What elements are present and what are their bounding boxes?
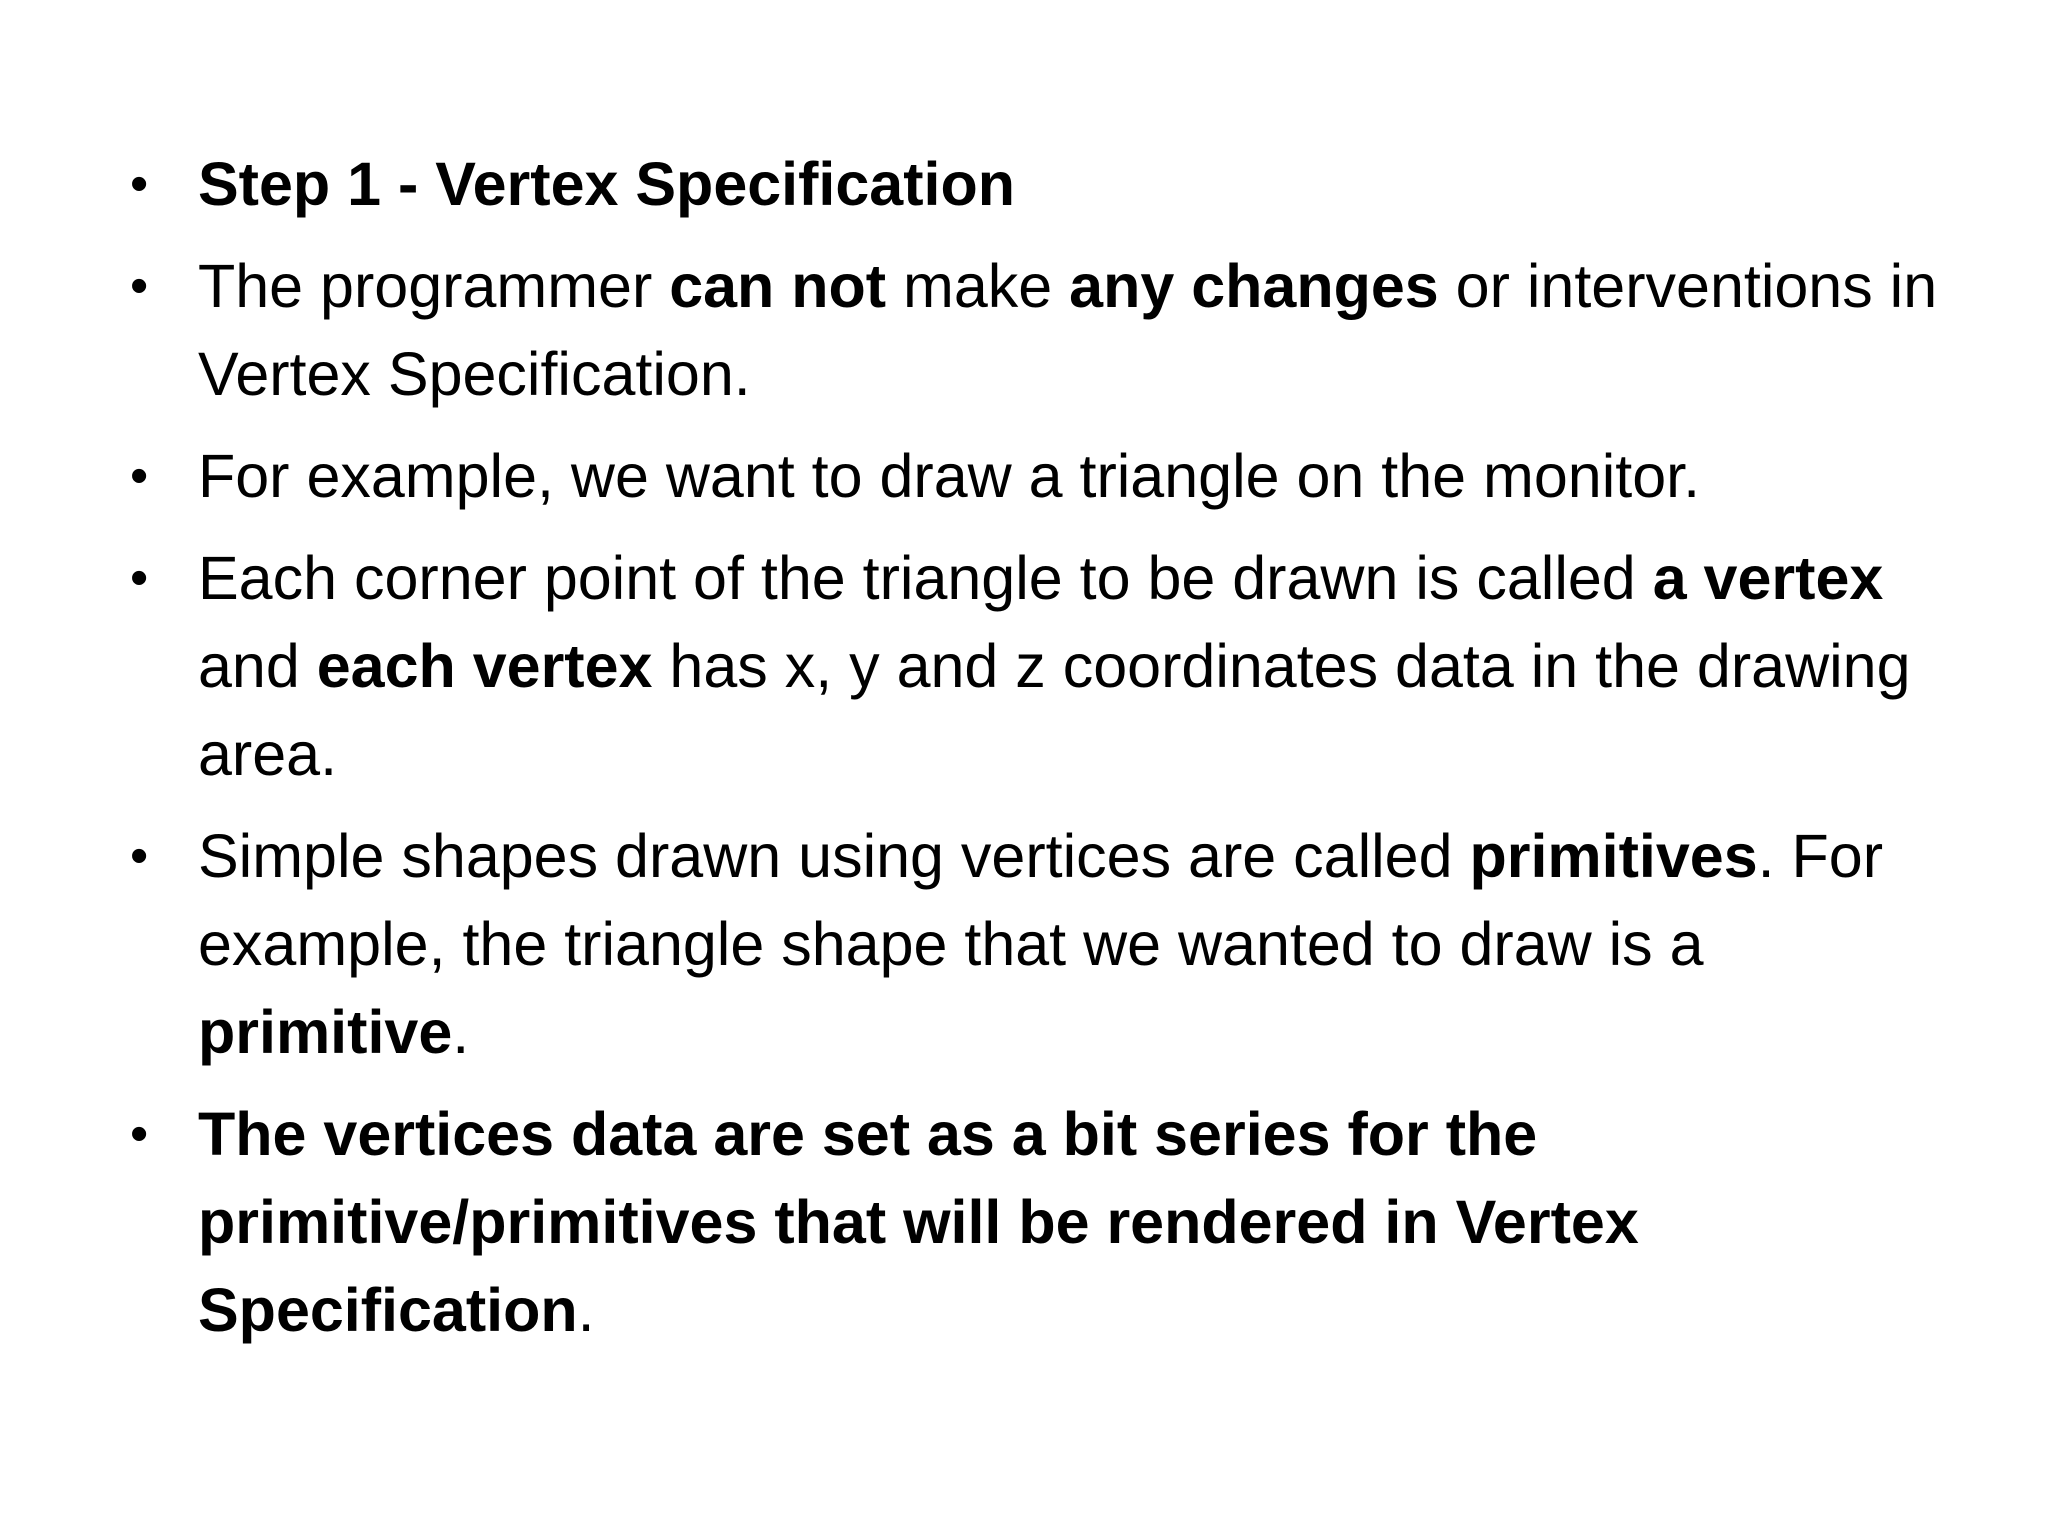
bold-text: each vertex xyxy=(316,632,653,700)
bullet-text xyxy=(198,242,1948,418)
text-segment: . For example, the triangle shape that we wanted to draw is a xyxy=(198,822,1884,978)
text-segment: The programmer xyxy=(198,252,670,320)
bullet-dot-icon: • xyxy=(130,1105,149,1163)
text-segment: . xyxy=(452,998,470,1066)
bullet-item-1 xyxy=(118,140,1948,228)
bullet-text xyxy=(198,534,1948,798)
bullet-dot-icon: • xyxy=(130,155,149,213)
bullet-text xyxy=(198,1090,1948,1354)
bullet-text xyxy=(198,812,1948,1076)
bold-text: The vertices data are set as a bit series for the primitive/primitives that will be rendered in Vertex Specification xyxy=(198,1100,1639,1344)
text-segment: Each corner point of the triangle to be drawn is called xyxy=(198,544,1653,612)
bullet-item-5 xyxy=(118,812,1948,1076)
text-segment: . xyxy=(577,1276,595,1344)
bold-text: primitives xyxy=(1469,822,1758,890)
bullet-item-3 xyxy=(118,432,1948,520)
text-segment: or interventions in Vertex Specification. xyxy=(198,252,1938,408)
bold-text: any changes xyxy=(1069,252,1439,320)
bullet-dot-icon: • xyxy=(130,827,149,885)
text-segment: For example, we want to draw a triangle on the monitor. xyxy=(198,442,1701,510)
bullet-item-6 xyxy=(118,1090,1948,1354)
text-segment: and xyxy=(198,632,317,700)
bold-text: can not xyxy=(669,252,887,320)
bullet-dot-icon: • xyxy=(130,257,149,315)
bullet-item-2 xyxy=(118,242,1948,418)
text-segment: has x, y and z coordinates data in the drawing area. xyxy=(198,632,1911,788)
bold-text: Step 1 - Vertex Specification xyxy=(198,150,1016,218)
text-segment: Simple shapes drawn using vertices are called xyxy=(198,822,1470,890)
bullet-text xyxy=(198,432,1948,520)
bullet-text xyxy=(198,140,1948,228)
bullet-list xyxy=(118,140,1948,1354)
bold-text: a vertex xyxy=(1652,544,1884,612)
bullet-dot-icon: • xyxy=(130,549,149,607)
text-segment: make xyxy=(886,252,1070,320)
bold-text: primitive xyxy=(198,998,453,1066)
slide-body xyxy=(118,140,1948,1368)
bullet-dot-icon: • xyxy=(130,447,149,505)
bullet-item-4 xyxy=(118,534,1948,798)
